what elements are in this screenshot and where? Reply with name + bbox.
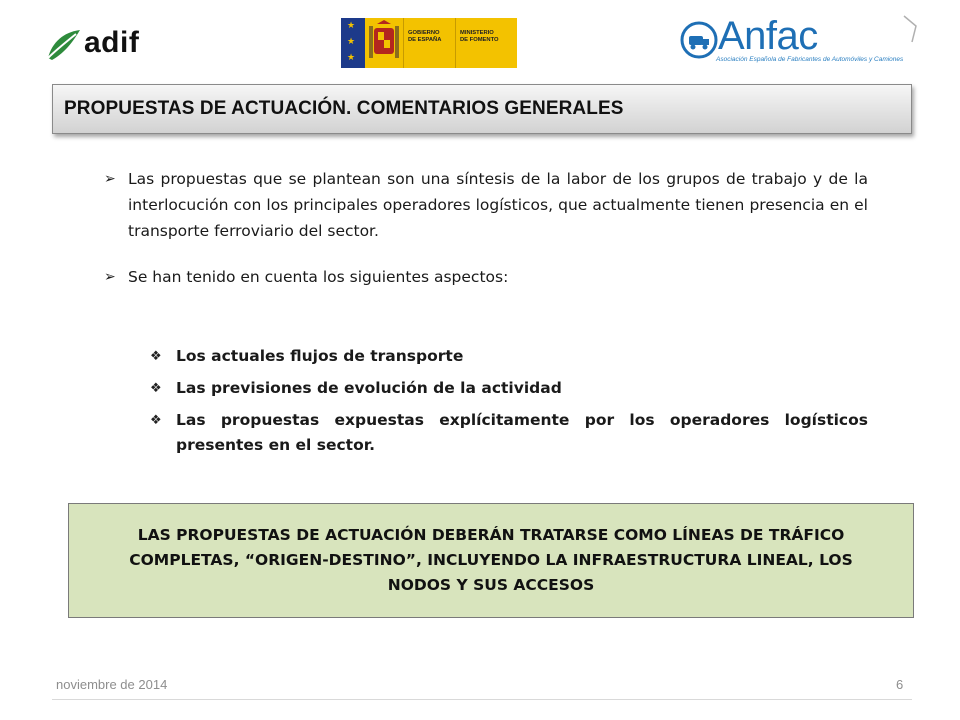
anfac-globe-icon <box>680 20 720 60</box>
sub-bullet-item <box>150 344 868 369</box>
adif-logo <box>46 24 166 64</box>
corner-decoration-icon <box>902 14 920 44</box>
callout-text: LAS PROPUESTAS DE ACTUACIÓN DEBERÁN TRATARSE COMO LÍNEAS DE TRÁFICO COMPLETAS, “ORIGEN-DESTINO”, INCLUYENDO LA INFRAESTRUCTURA LINEAL, LOS NODOS Y SUS ACCESOS <box>129 526 853 594</box>
footer-date: noviembre de 2014 <box>56 677 168 692</box>
adif-leaf-icon <box>46 28 82 64</box>
diamond-bullet-icon: ❖ <box>150 349 162 364</box>
anfac-logo <box>680 14 920 70</box>
slide-title-box <box>52 84 912 134</box>
adif-wordmark: adif <box>84 26 140 59</box>
bullet-text: Se han tenido en cuenta los siguientes aspectos: <box>128 268 509 286</box>
anfac-wordmark: Anfac <box>718 14 818 58</box>
sub-bullet-text: Las propuestas expuestas explícitamente por los operadores logísticos presentes en el sector. <box>176 411 868 454</box>
sub-bullet-item <box>150 376 868 401</box>
diamond-bullet-icon: ❖ <box>150 413 162 428</box>
sub-bullet-list <box>150 344 868 465</box>
page-number: 6 <box>896 677 904 692</box>
sub-bullet-item <box>150 408 868 458</box>
footer-divider <box>52 699 912 700</box>
bullet-item <box>104 166 868 244</box>
diamond-bullet-icon: ❖ <box>150 381 162 396</box>
arrow-bullet-icon: ➢ <box>104 171 116 187</box>
sub-bullet-text: Los actuales flujos de transporte <box>176 347 464 365</box>
slide-title: PROPUESTAS DE ACTUACIÓN. COMENTARIOS GENERALES <box>64 98 624 119</box>
anfac-subtitle: Asociación Española de Fabricantes de Automóviles y Camiones <box>716 56 904 63</box>
gobierno-label: GOBIERNO DE ESPAÑA <box>403 18 455 68</box>
bullet-text: Las propuestas que se plantean son una síntesis de la labor de los grupos de trabajo y de la interlocución con los principales operadores logísticos, que actualmente tienen presencia en el transporte ferroviario del sector. <box>128 170 868 240</box>
bullet-item <box>104 264 868 290</box>
ministerio-label: MINISTERIO DE FOMENTO <box>455 18 517 68</box>
bullet-list <box>104 166 868 290</box>
arrow-bullet-icon: ➢ <box>104 269 116 285</box>
gobierno-espana-logo <box>341 18 517 68</box>
highlight-callout-box <box>68 503 914 618</box>
sub-bullet-text: Las previsiones de evolución de la actividad <box>176 379 562 397</box>
eu-flag-icon: ★ ★ ★ <box>341 18 365 68</box>
coat-of-arms-icon <box>365 18 403 68</box>
